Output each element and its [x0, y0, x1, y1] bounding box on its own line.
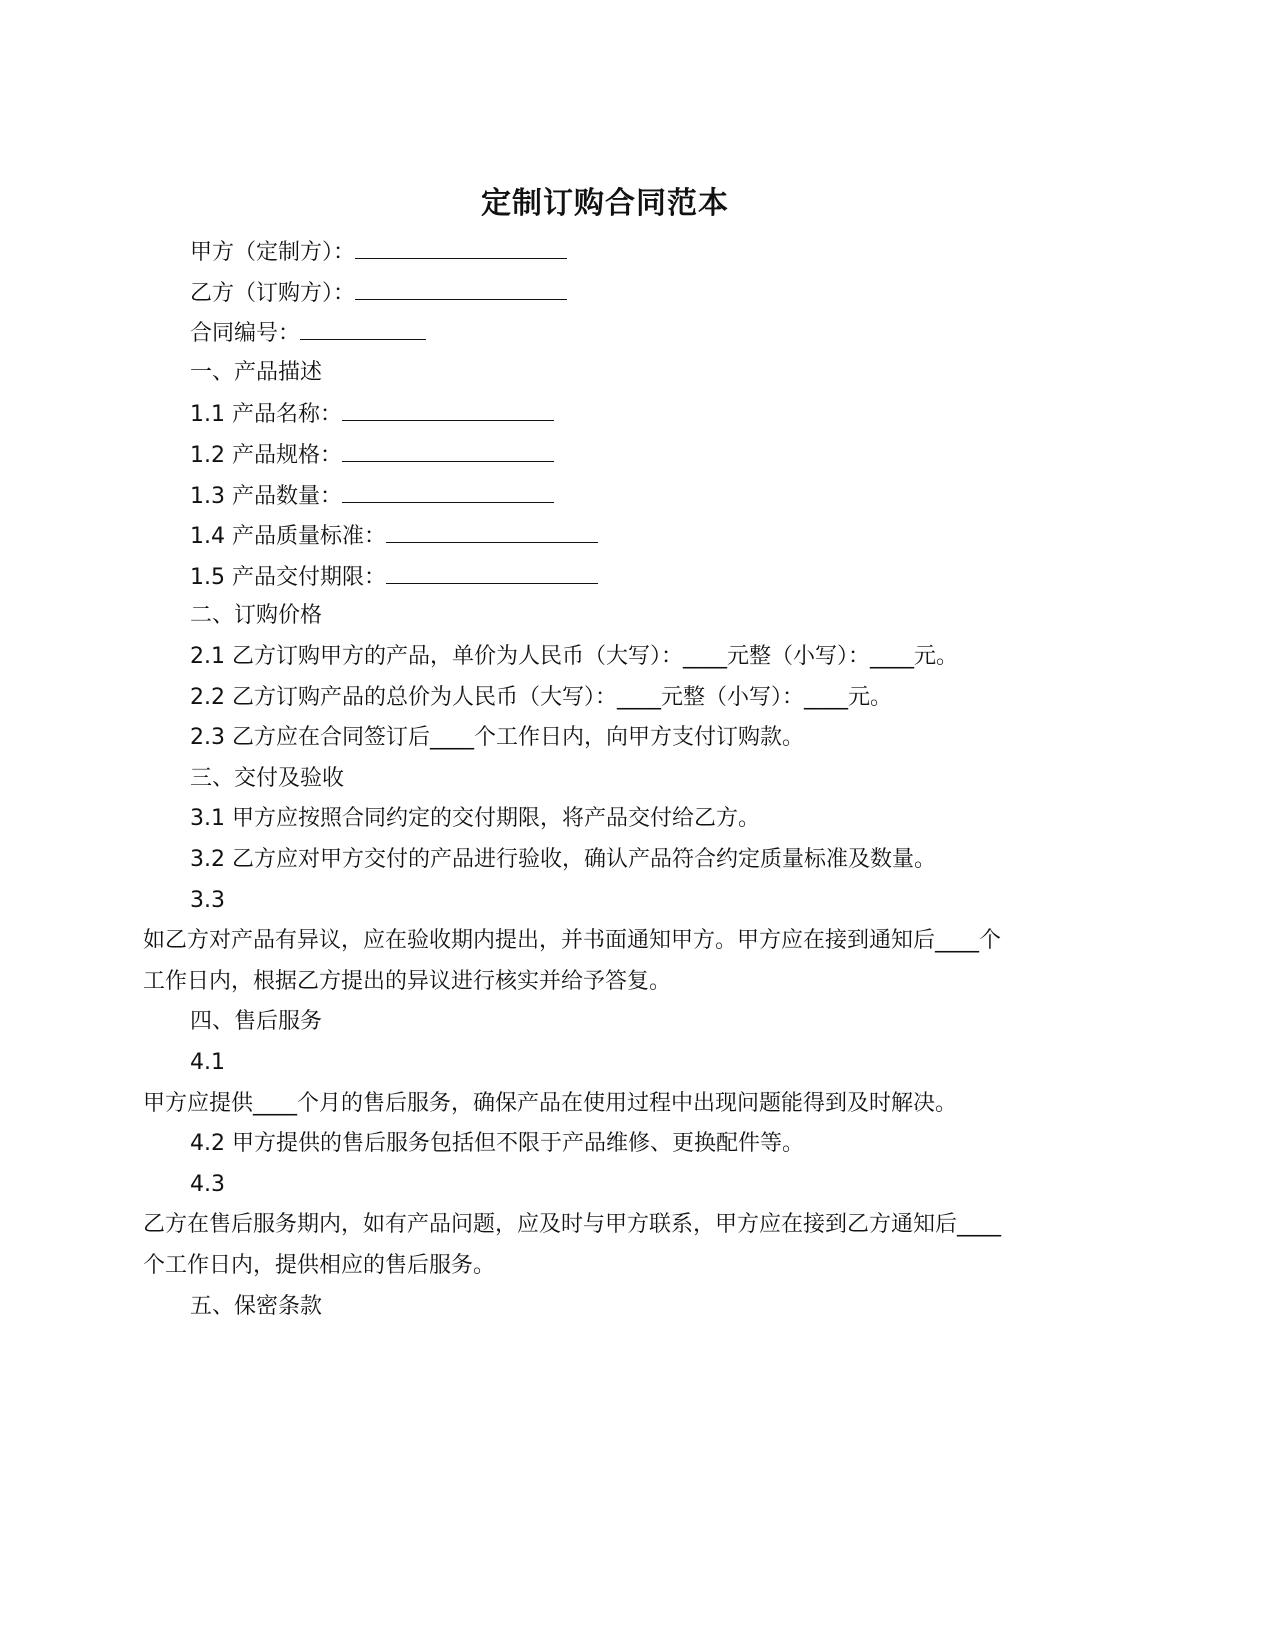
- document-line: [143, 1210, 1001, 1240]
- document-line: [143, 1251, 495, 1281]
- line-text: 1.5 产品交付期限：: [190, 564, 386, 590]
- line-text: 4.2 甲方提供的售后服务包括但不限于产品维修、更换配件等。: [190, 1131, 804, 1157]
- line-text: 如乙方对产品有异议，应在验收期内提出，并书面通知甲方。甲方应在接到通知后____个: [143, 928, 1002, 954]
- document-line: [190, 601, 322, 631]
- line-text: 2.1 乙方订购甲方的产品，单价为人民币（大写）：____元整（小写）：____元。: [190, 644, 958, 669]
- line-text: 3.1 甲方应按照合同约定的交付期限，将产品交付给乙方。: [190, 806, 760, 832]
- document-line: [190, 1129, 804, 1159]
- document-line: [190, 1292, 322, 1322]
- line-text: 乙方（订购方）：: [190, 280, 356, 306]
- document-line: [190, 1048, 225, 1078]
- fill-in-blank: [342, 398, 554, 421]
- line-text: 2.2 乙方订购产品的总价为人民币（大写）：____元整（小写）：____元。: [190, 684, 892, 710]
- document-line: [190, 886, 225, 916]
- document-line: [190, 845, 936, 875]
- line-text: 1.1 产品名称：: [190, 402, 342, 428]
- line-text: 甲方（定制方）：: [190, 240, 356, 265]
- document-line: [190, 561, 598, 593]
- line-text: 1.2 产品规格：: [190, 443, 342, 468]
- document-line: [190, 480, 554, 512]
- document-line: [190, 520, 598, 552]
- document-title: 定制订购合同范本: [481, 186, 729, 221]
- document-line: [190, 683, 892, 713]
- document-line: [143, 967, 671, 997]
- line-text: 五、保密条款: [190, 1293, 323, 1319]
- line-text: 三、交付及验收: [190, 765, 345, 791]
- line-text: 4.1: [190, 1050, 225, 1075]
- document-line: [190, 642, 958, 672]
- document-line: [190, 317, 426, 349]
- line-text: 合同编号：: [190, 321, 301, 347]
- fill-in-blank: [386, 520, 598, 543]
- document-line: [190, 236, 567, 268]
- fill-in-blank: [355, 236, 567, 259]
- line-text: 乙方在售后服务期内，如有产品问题，应及时与甲方联系，甲方应在接到乙方通知后____: [143, 1212, 1002, 1238]
- line-text: 个工作日内，提供相应的售后服务。: [143, 1253, 496, 1278]
- line-text: 二、订购价格: [190, 603, 323, 629]
- fill-in-blank: [342, 480, 554, 503]
- fill-in-blank: [300, 317, 426, 340]
- document-line: [190, 723, 804, 753]
- line-text: 2.3 乙方应在合同签订后____个工作日内，向甲方支付订购款。: [190, 725, 804, 751]
- line-text: 1.3 产品数量：: [190, 483, 342, 509]
- document-line: [190, 1170, 225, 1200]
- fill-in-blank: [386, 561, 598, 584]
- line-text: 3.2 乙方应对甲方交付的产品进行验收，确认产品符合约定质量标准及数量。: [190, 847, 936, 872]
- document-line: [190, 398, 554, 430]
- line-text: 四、售后服务: [190, 1009, 323, 1035]
- document-line: [190, 358, 322, 388]
- fill-in-blank: [342, 439, 554, 462]
- document-line: [190, 439, 554, 471]
- document-line: [143, 1089, 957, 1119]
- document-line: [143, 926, 1001, 956]
- document-line: [190, 764, 344, 794]
- line-text: 3.3: [190, 887, 225, 913]
- line-text: 工作日内，根据乙方提出的异议进行核实并给予答复。: [143, 968, 672, 994]
- fill-in-blank: [355, 277, 567, 300]
- document-line: [190, 804, 760, 834]
- document-line: [190, 1007, 322, 1037]
- line-text: 甲方应提供____个月的售后服务，确保产品在使用过程中出现问题能得到及时解决。: [143, 1090, 958, 1116]
- line-text: 1.4 产品质量标准：: [190, 524, 386, 550]
- document-line: [190, 277, 567, 309]
- line-text: 一、产品描述: [190, 359, 323, 385]
- line-text: 4.3: [190, 1171, 225, 1197]
